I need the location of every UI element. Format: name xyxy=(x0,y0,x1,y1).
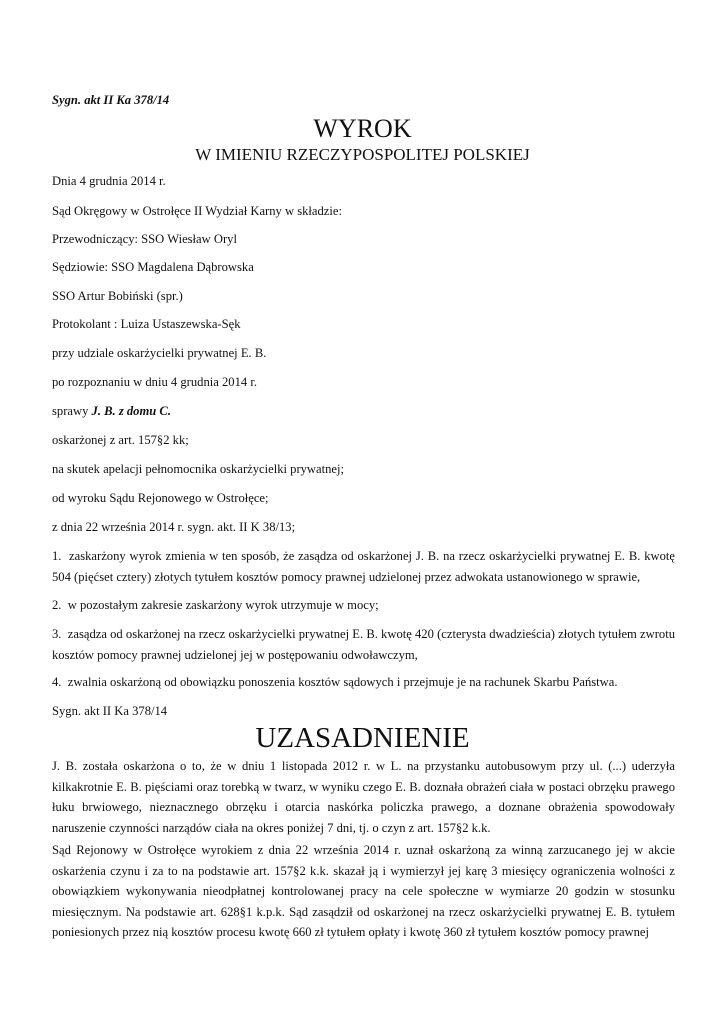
document-title: WYROK xyxy=(313,114,412,143)
chair-line: Przewodniczący: SSO Wiesław Oryl xyxy=(52,232,237,246)
participation-line: przy udziale oskarżycielki prywatnej E. B. xyxy=(52,346,267,360)
date-line: Dnia 4 grudnia 2014 r. xyxy=(52,174,166,188)
charge-line: oskarżonej z art. 157§2 kk; xyxy=(52,433,189,447)
justification-paragraph: J. B. została oskarżona o to, że w dniu 1 listopada 2012 r. w L. na przystanku autobusowym przy ul. (...) uderzyła kilkakrotnie E. B. pięściami oraz torebką w twarz, w wyniku czego E. B. doznała obrażeń ciała w postaci obrzęku prawego łuku brwiowego, nieznacznego obrzęku i otarcia naskórka policzka prawego, a doznane obrażenia spowodowały naruszenie czynności narządów ciała na okres poniżej 7 dni, tj. o czyn z art. 157§2 k.k. xyxy=(52,759,675,835)
case-prefix: sprawy xyxy=(52,404,92,418)
case-name: J. B. z domu C. xyxy=(91,404,171,418)
judgment-from-line: od wyroku Sądu Rejonowego w Ostrołęce; xyxy=(52,491,269,505)
justification-signature: Sygn. akt II Ka 378/14 xyxy=(52,704,168,718)
ruling-item: 4. zwalnia oskarżoną od obowiązku ponoszenia kosztów sądowych i przejmuje je na rachunek Skarbu Państwa. xyxy=(52,675,618,689)
appeal-line: na skutek apelacji pełnomocnika oskarżycielki prywatnej; xyxy=(52,462,344,476)
judge2-line: SSO Artur Bobiński (spr.) xyxy=(52,289,183,303)
judgment-date-line: z dnia 22 września 2014 r. sygn. akt. II K 38/13; xyxy=(52,520,296,534)
document-subtitle: W IMIENIU RZECZYPOSPOLITEJ POLSKIEJ xyxy=(195,145,530,164)
case-signature: Sygn. akt II Ka 378/14 xyxy=(52,93,170,107)
court-line: Sąd Okręgowy w Ostrołęce II Wydział Karny w składzie: xyxy=(52,204,342,218)
justification-paragraph: Sąd Rejonowy w Ostrołęce wyrokiem z dnia 22 września 2014 r. uznał oskarżoną za winną zarzucanego jej w akcie oskarżenia czynu i za to na podstawie art. 157§2 k.k. skazał ją i wymierzył jej karę 3 miesięcy ograniczenia wolności z obowiązkiem wykonywania nieodpłatnej kontrolowanej pracy na cele społeczne w wymiarze 20 godzin w stosunku miesięcznym. Na podstawie art. 628§1 k.p.k. Sąd zasądził od oskarżonej na rzecz oskarżycielki prywatnej E. B. tytułem poniesionych przez nią kosztów procesu kwotę 660 zł tytułem opłaty i kwotę 360 zł tytułem kosztów pomocy prawnej xyxy=(52,843,675,939)
justification-title: UZASADNIENIE xyxy=(255,722,470,754)
judges-line: Sędziowie: SSO Magdalena Dąbrowska xyxy=(52,260,254,274)
clerk-line: Protokolant : Luiza Ustaszewska-Sęk xyxy=(52,317,241,331)
ruling-item: 1. zaskarżony wyrok zmienia w ten sposób, że zasądza od oskarżonej J. B. na rzecz oskarżycielki prywatnej E. B. kwotę 504 (pięćset cztery) złotych tytułem kosztów pomocy prawnej udzielonej przez adwokata ustanowionego w sprawie, xyxy=(52,549,679,584)
ruling-item: 2. w pozostałym zakresie zaskarżony wyrok utrzymuje w mocy; xyxy=(52,598,379,612)
case-line xyxy=(52,401,675,422)
ruling-item: 3. zasądza od oskarżonej na rzecz oskarżycielki prywatnej E. B. kwotę 420 (czterysta dwadzieścia) złotych tytułem zwrotu kosztów pomocy prawnej udzielonej jej w postępowaniu odwoławczym, xyxy=(52,627,679,662)
hearing-line: po rozpoznaniu w dniu 4 grudnia 2014 r. xyxy=(52,375,257,389)
